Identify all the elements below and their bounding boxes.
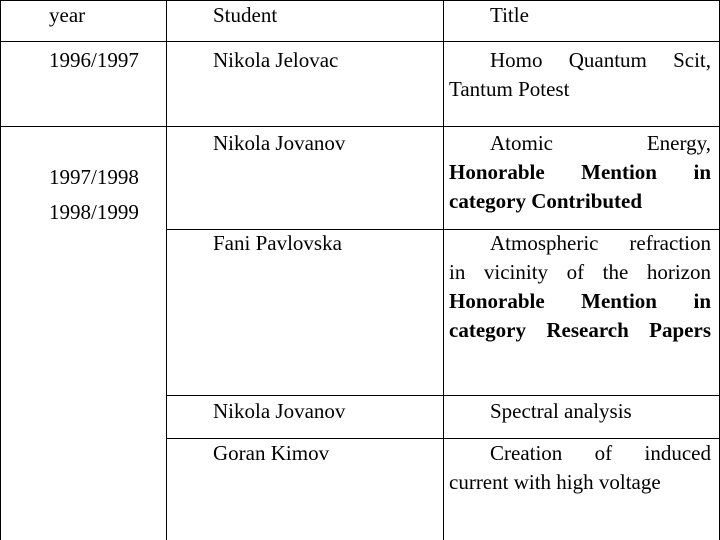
title-line: Tantum Potest xyxy=(449,77,570,101)
title-cell xyxy=(449,129,711,216)
title-line: category Research Papers xyxy=(449,318,711,342)
header-student: Student xyxy=(213,3,278,27)
student-cell: Goran Kimov xyxy=(213,441,330,465)
title-line: Spectral analysis xyxy=(490,399,632,423)
title-line: category Contributed xyxy=(449,189,643,213)
title-line: Atomic Energy, xyxy=(490,131,711,155)
title-line: in vicinity of the horizon xyxy=(449,260,711,284)
student-cell: Fani Pavlovska xyxy=(213,231,342,255)
title-cell xyxy=(449,397,632,426)
student-cell: Nikola Jovanov xyxy=(213,131,346,155)
title-cell xyxy=(449,46,711,104)
column-divider xyxy=(166,0,167,540)
title-cell xyxy=(449,229,711,345)
year-cell: 1996/1997 xyxy=(49,48,139,72)
year-cell: 1997/1998 xyxy=(49,165,139,189)
row-divider xyxy=(0,126,720,127)
title-line: Atmospheric refraction xyxy=(490,231,711,255)
title-line: Honorable Mention in xyxy=(449,160,711,184)
header-divider xyxy=(0,41,720,42)
student-cell: Nikola Jovanov xyxy=(213,399,346,423)
title-cell xyxy=(449,439,711,497)
table-border-left xyxy=(0,0,1,540)
year-cell: 1998/1999 xyxy=(49,200,139,224)
title-line: current with high voltage xyxy=(449,470,661,494)
header-year: year xyxy=(49,3,86,27)
column-divider xyxy=(443,0,444,540)
table-border-top xyxy=(0,0,720,1)
student-cell: Nikola Jelovac xyxy=(213,48,339,72)
title-line: Homo Quantum Scit, xyxy=(490,48,711,72)
header-title: Title xyxy=(490,3,529,27)
title-line: Honorable Mention in xyxy=(449,289,711,313)
title-line: Creation of induced xyxy=(490,441,711,465)
